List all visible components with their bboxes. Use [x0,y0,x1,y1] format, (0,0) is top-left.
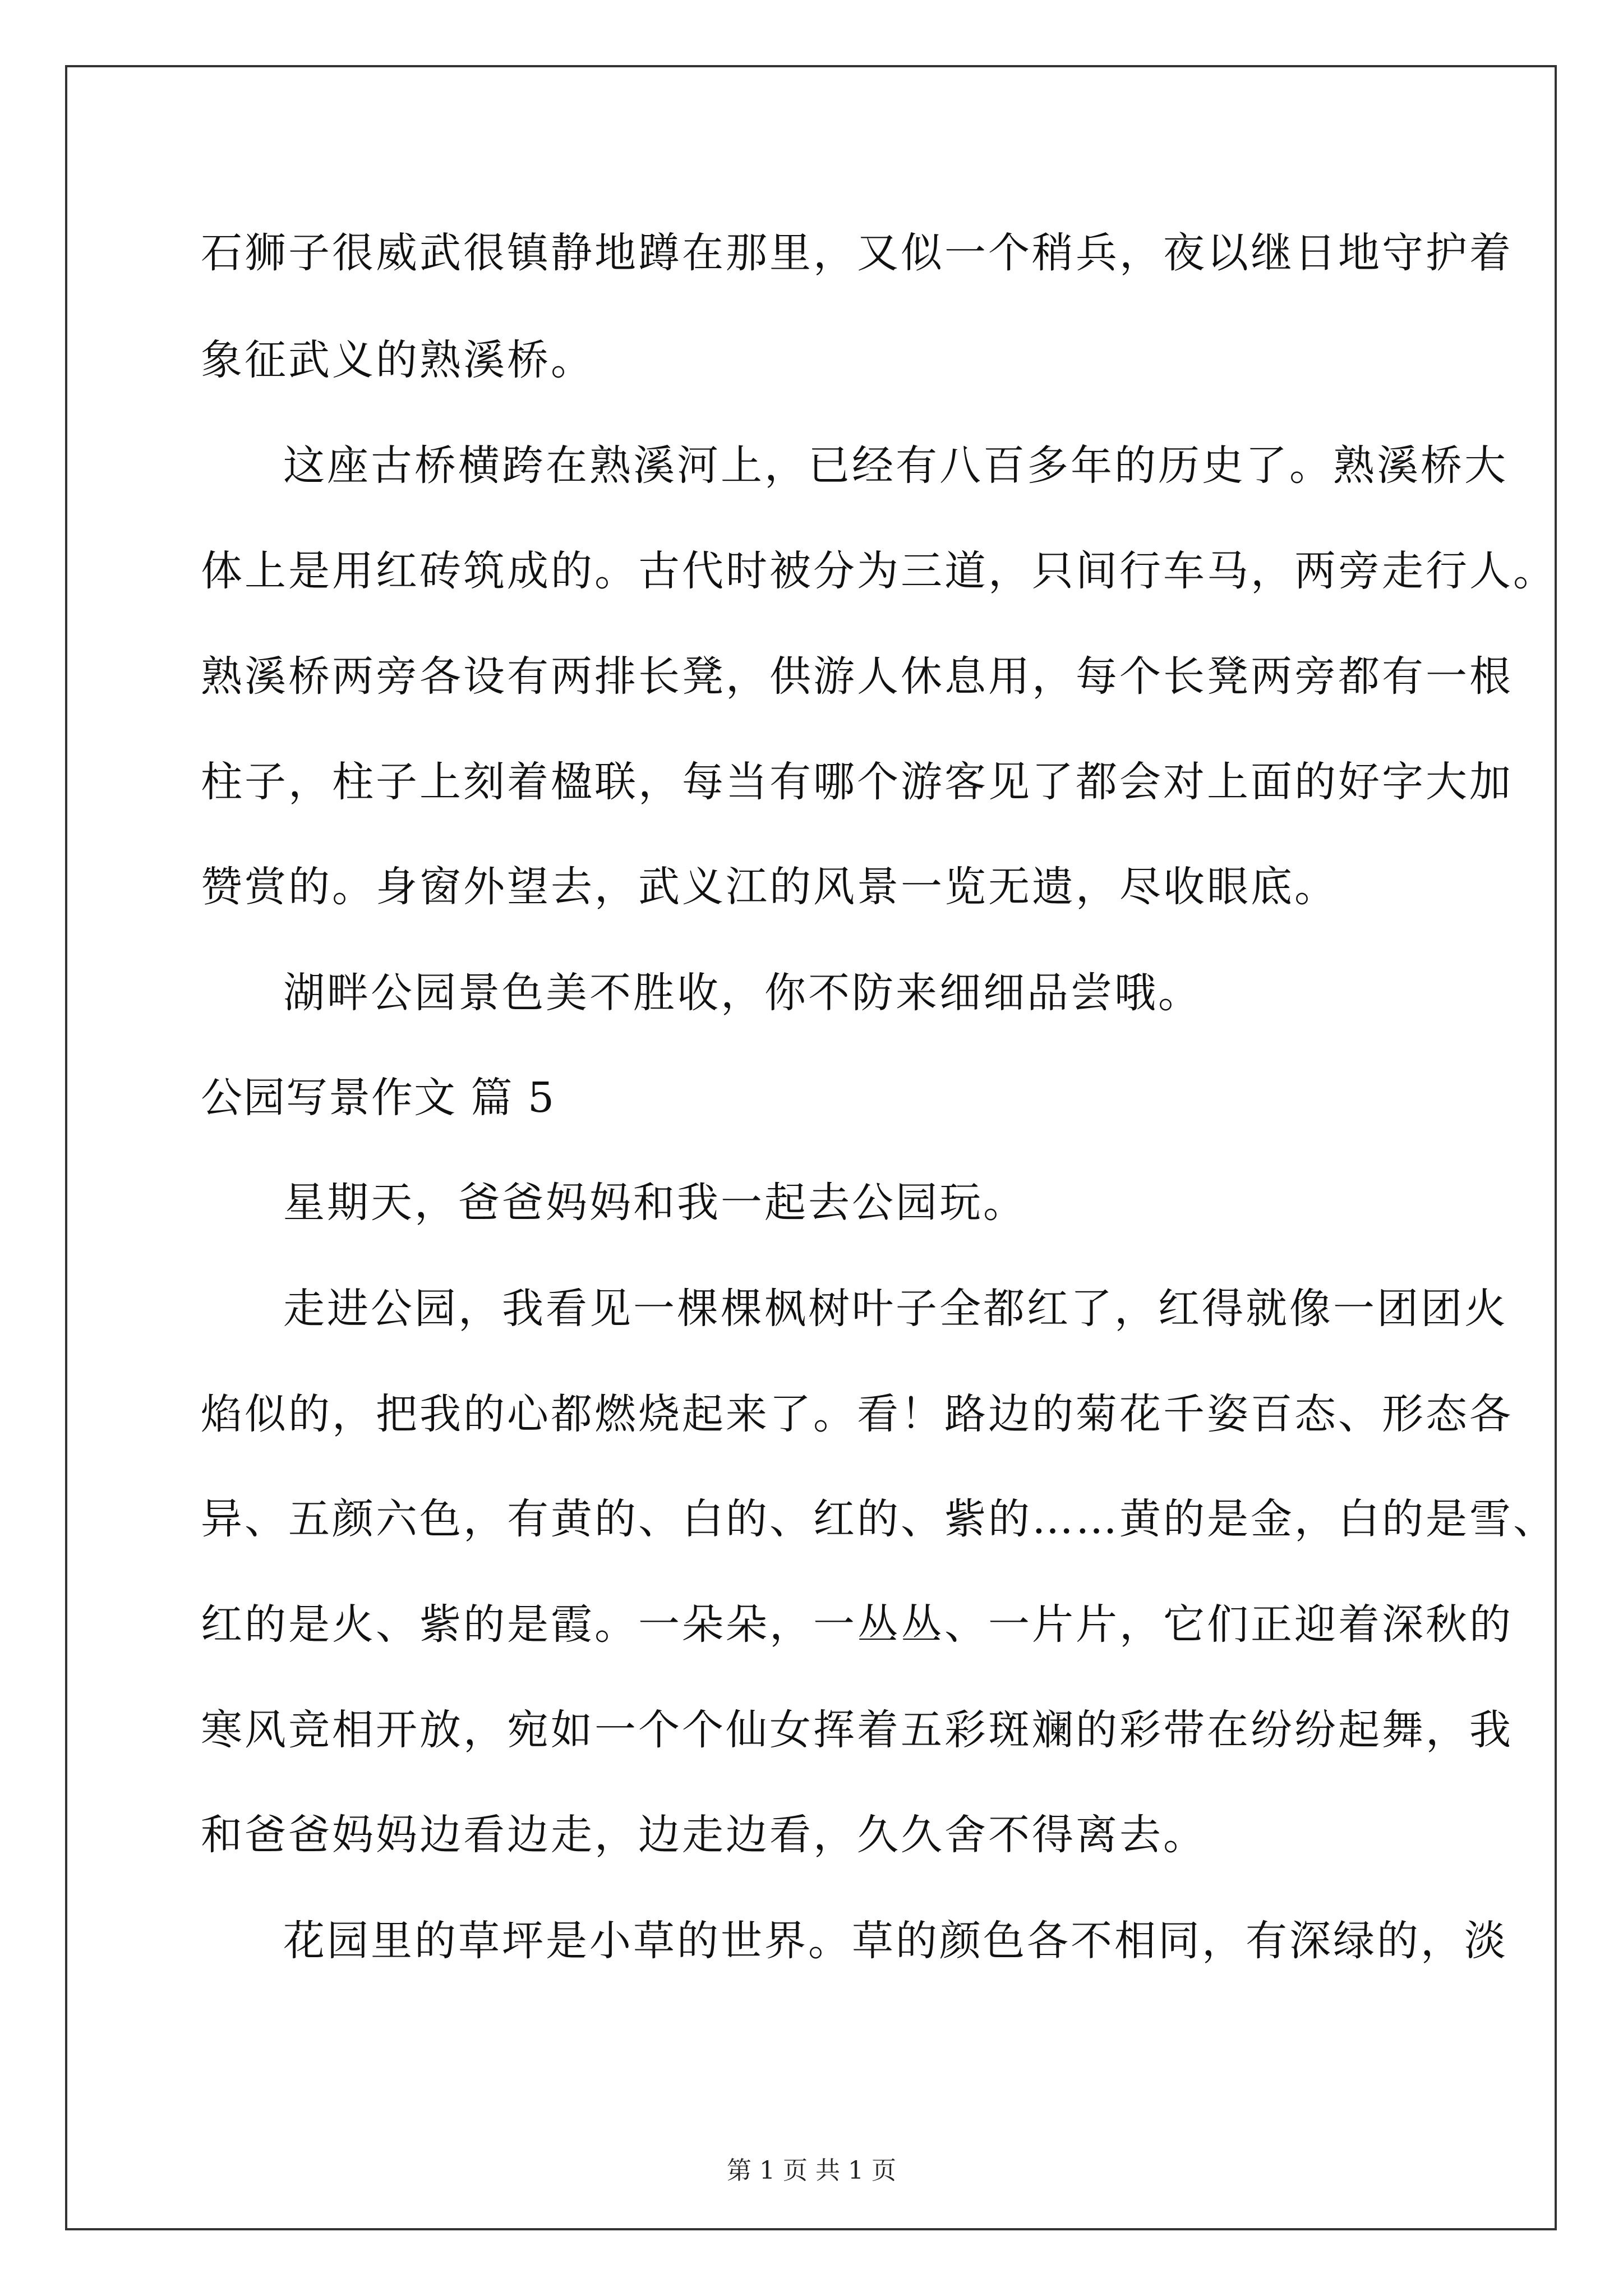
text-line: 红的是火、紫的是霞。一朵朵，一丛丛、一片片，它们正迎着深秋的 [201,1600,1513,1649]
text-line: 柱子，柱子上刻着楹联，每当有哪个游客见了都会对上面的好字大加 [201,758,1513,806]
text-line: 石狮子很威武很镇静地蹲在那里，又似一个稍兵，夜以继日地守护着 [201,229,1513,277]
text-line: 星期天，爸爸妈妈和我一起去公园玩。 [283,1179,1027,1227]
page-border [65,65,1557,2230]
text-line: 湖畔公园景色美不胜收，你不防来细细品尝哦。 [283,969,1202,1017]
text-line: 象征武义的熟溪桥。 [201,336,594,384]
text-line: 赞赏的。身窗外望去，武义江的风景一览无遗，尽收眼底。 [201,863,1338,911]
page-number: 第 1 页 共 1 页 [727,2156,896,2185]
section-heading: 公园写景作文 篇 5 [201,1074,556,1122]
text-line: 寒风竞相开放，宛如一个个仙女挥着五彩斑斓的彩带在纷纷起舞，我 [201,1706,1513,1754]
text-line: 熟溪桥两旁各设有两排长凳，供游人休息用，每个长凳两旁都有一根 [201,652,1513,701]
text-line: 走进公园，我看见一棵棵枫树叶子全都红了，红得就像一团团火 [283,1285,1508,1333]
text-line: 异、五颜六色，有黄的、白的、红的、紫的……黄的是金，白的是雪、 [201,1495,1557,1543]
text-line: 和爸爸妈妈边看边走，边走边看，久久舍不得离去。 [201,1811,1207,1859]
text-line: 体上是用红砖筑成的。古代时被分为三道，只间行车马，两旁走行人。 [201,547,1557,595]
text-line: 这座古桥横跨在熟溪河上，已经有八百多年的历史了。熟溪桥大 [283,441,1508,490]
text-line: 焰似的，把我的心都燃烧起来了。看！路边的菊花千姿百态、形态各 [201,1390,1513,1438]
text-line: 花园里的草坪是小草的世界。草的颜色各不相同，有深绿的，淡 [283,1917,1508,1965]
